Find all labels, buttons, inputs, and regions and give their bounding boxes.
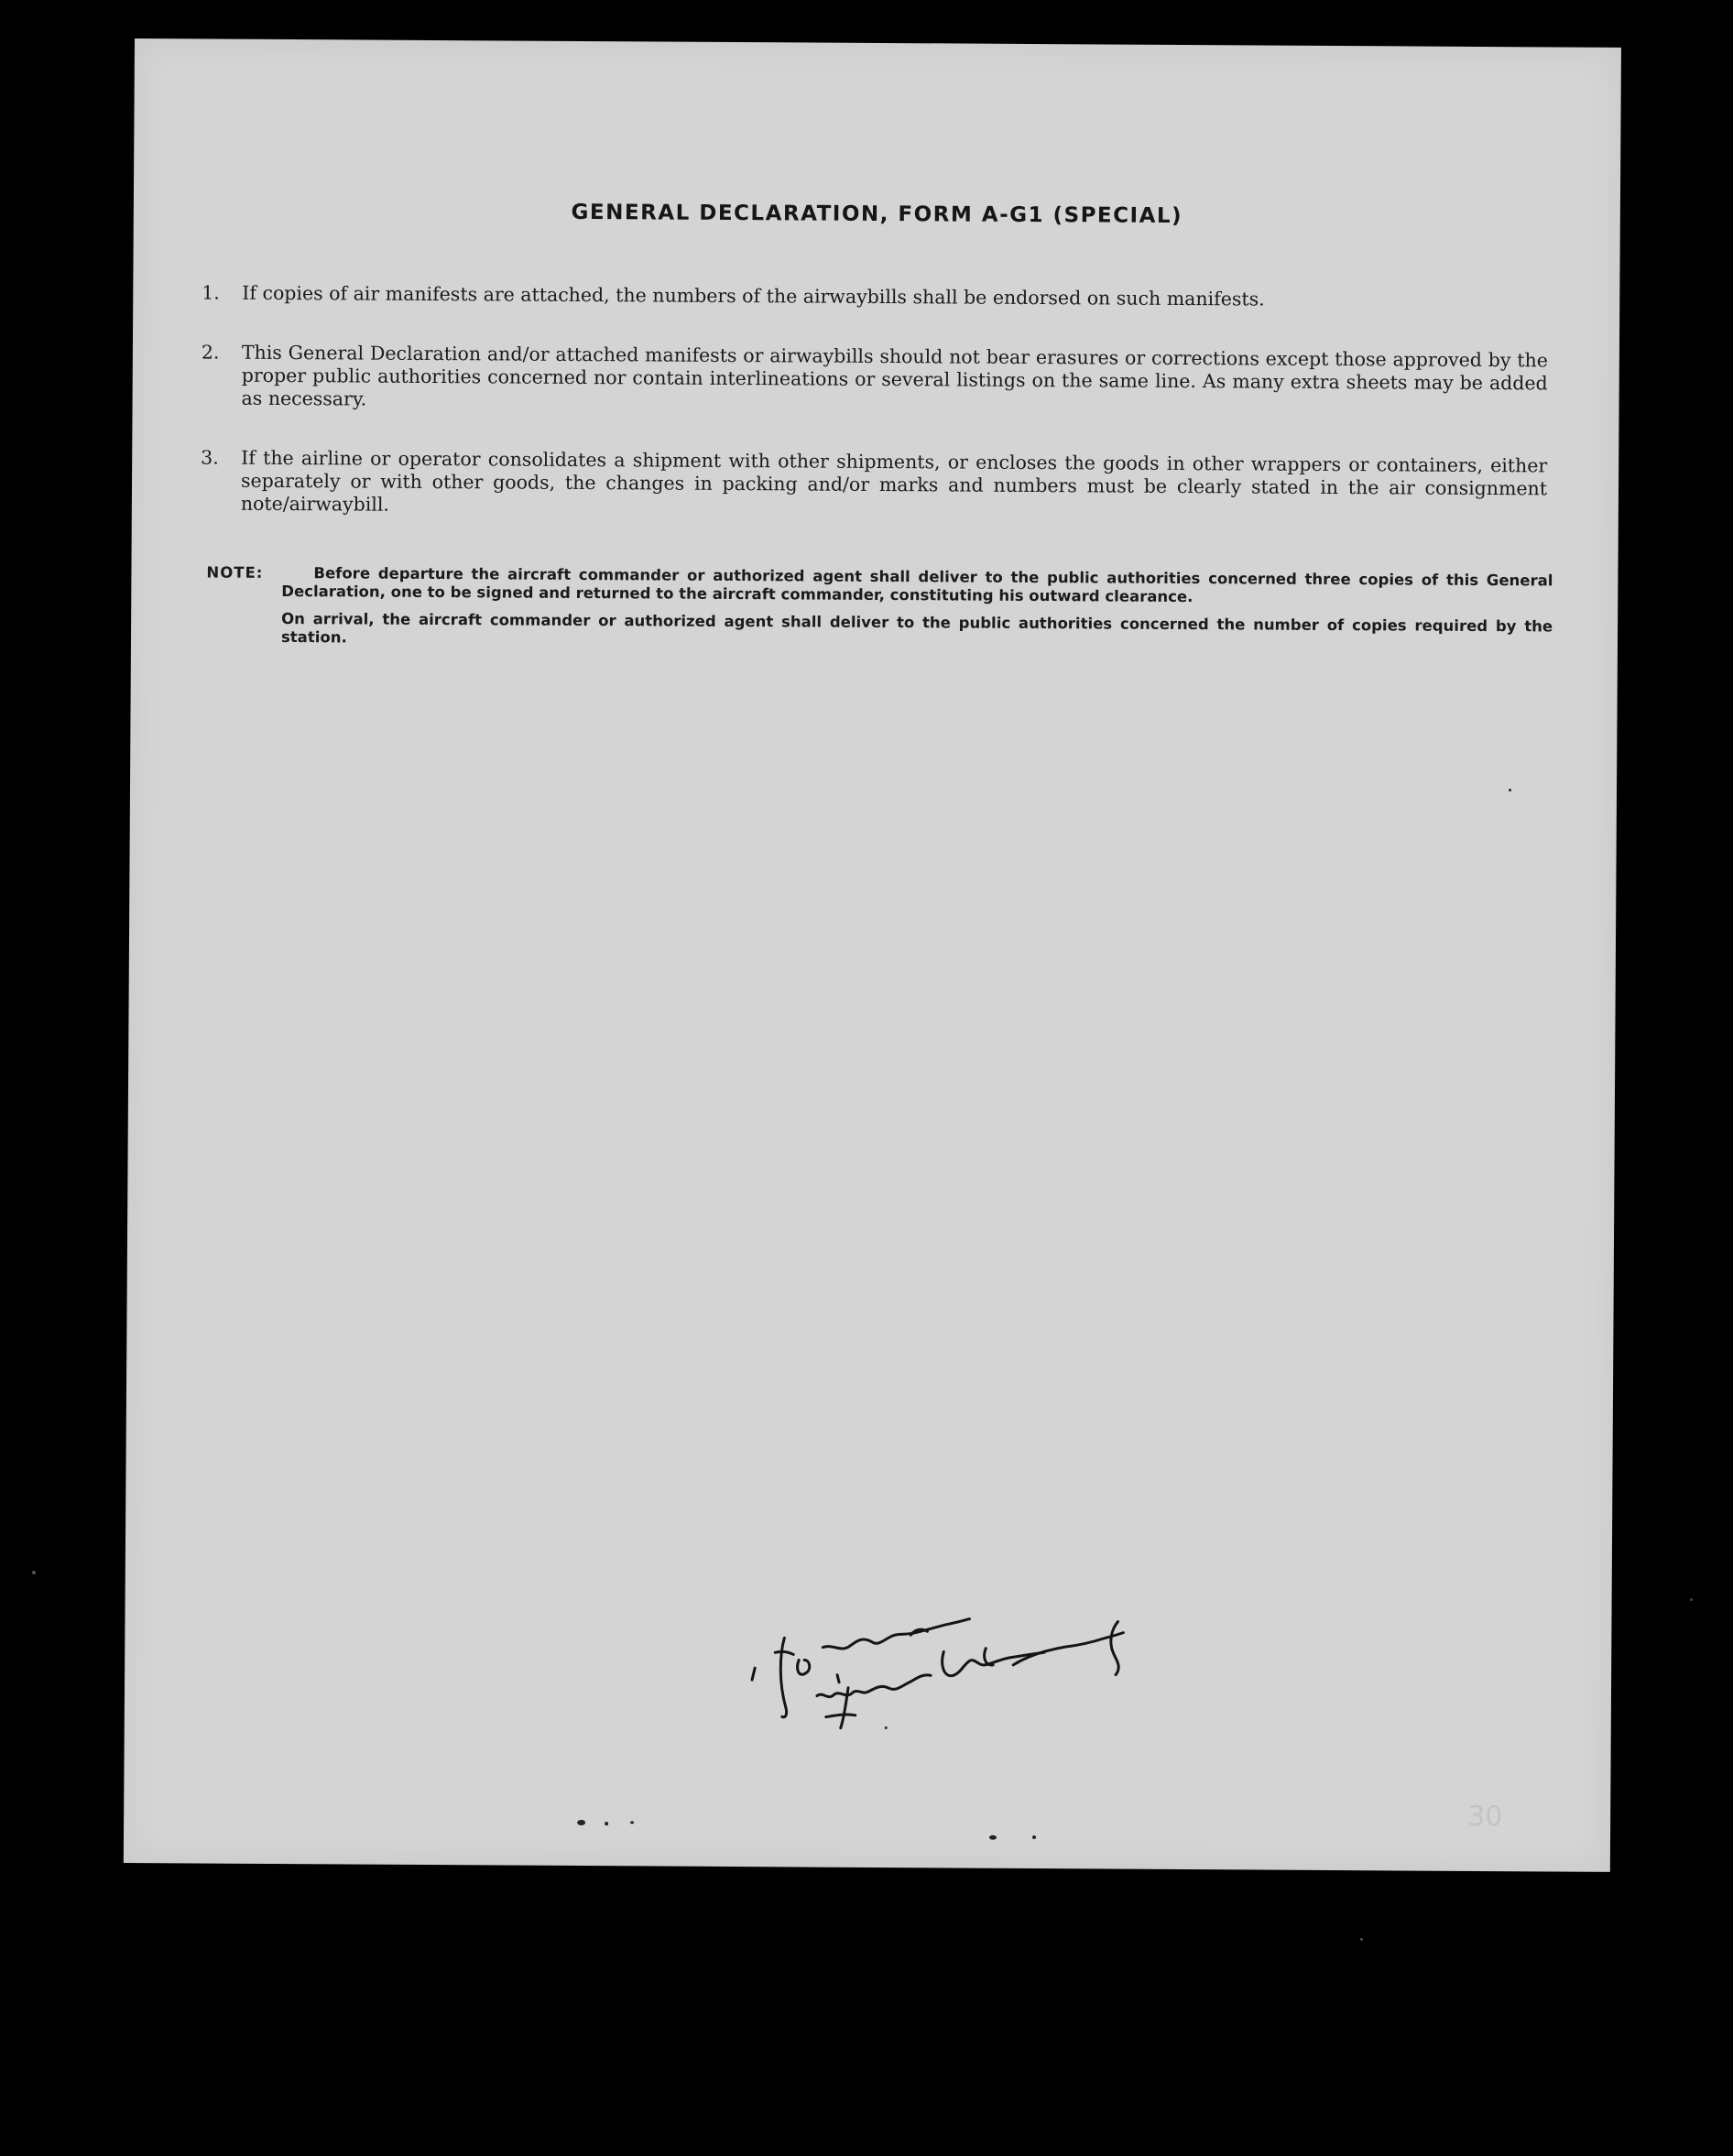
item-number: 3. (201, 446, 219, 469)
item-number: 1. (202, 281, 220, 304)
handwritten-signature (737, 1599, 1178, 1785)
note-label: NOTE: (206, 563, 264, 582)
ink-speck (605, 1822, 608, 1825)
ink-speck (885, 1726, 888, 1729)
instruction-item-3 (201, 446, 1547, 523)
ink-speck (577, 1820, 585, 1825)
item-text: If copies of air manifests are attached, the numbers of the airwaybills shall be endorsed on such manifests. (242, 281, 1265, 310)
note-block (206, 563, 1553, 654)
ink-speck (1509, 789, 1511, 791)
instruction-item-2 (202, 341, 1548, 418)
document-page (124, 38, 1621, 1872)
page-number: 30 (1467, 1800, 1503, 1834)
dust-speck (32, 1571, 36, 1574)
note-paragraph-1: Before departure the aircraft commander or authorized agent shall deliver to the public authorities concerned three copies of this General Declaration, one to be signed and returned to the aircraft commander, constituting his outward clearance. (281, 564, 1553, 606)
dust-speck (1690, 1598, 1693, 1601)
ink-speck (989, 1835, 997, 1840)
item-text: If the airline or operator consolidates a shipment with other shipments, or encloses the goods in other wrappers or containers, either separately or with other goods, the changes in packing and/or marks and numbers must be clearly stated in the air consignment note/airwaybill. (240, 446, 1548, 516)
document-title: GENERAL DECLARATION, FORM A-G1 (SPECIAL) (571, 200, 1183, 228)
item-number: 2. (201, 341, 220, 364)
ink-speck (1032, 1835, 1036, 1839)
ink-speck (630, 1821, 634, 1824)
dust-speck (1360, 1938, 1363, 1941)
instruction-item-1 (202, 281, 1548, 312)
item-text: This General Declaration and/or attached manifests or airwaybills should not bear erasures or corrections except those approved by the proper public authorities concerned nor contain interlineations or several listings on the same line. As many extra sheets may be added as necessary. (241, 341, 1548, 410)
note-paragraph-2: On arrival, the aircraft commander or authorized agent shall deliver to the public authorities concerned the number of copies required by the station. (280, 609, 1553, 647)
